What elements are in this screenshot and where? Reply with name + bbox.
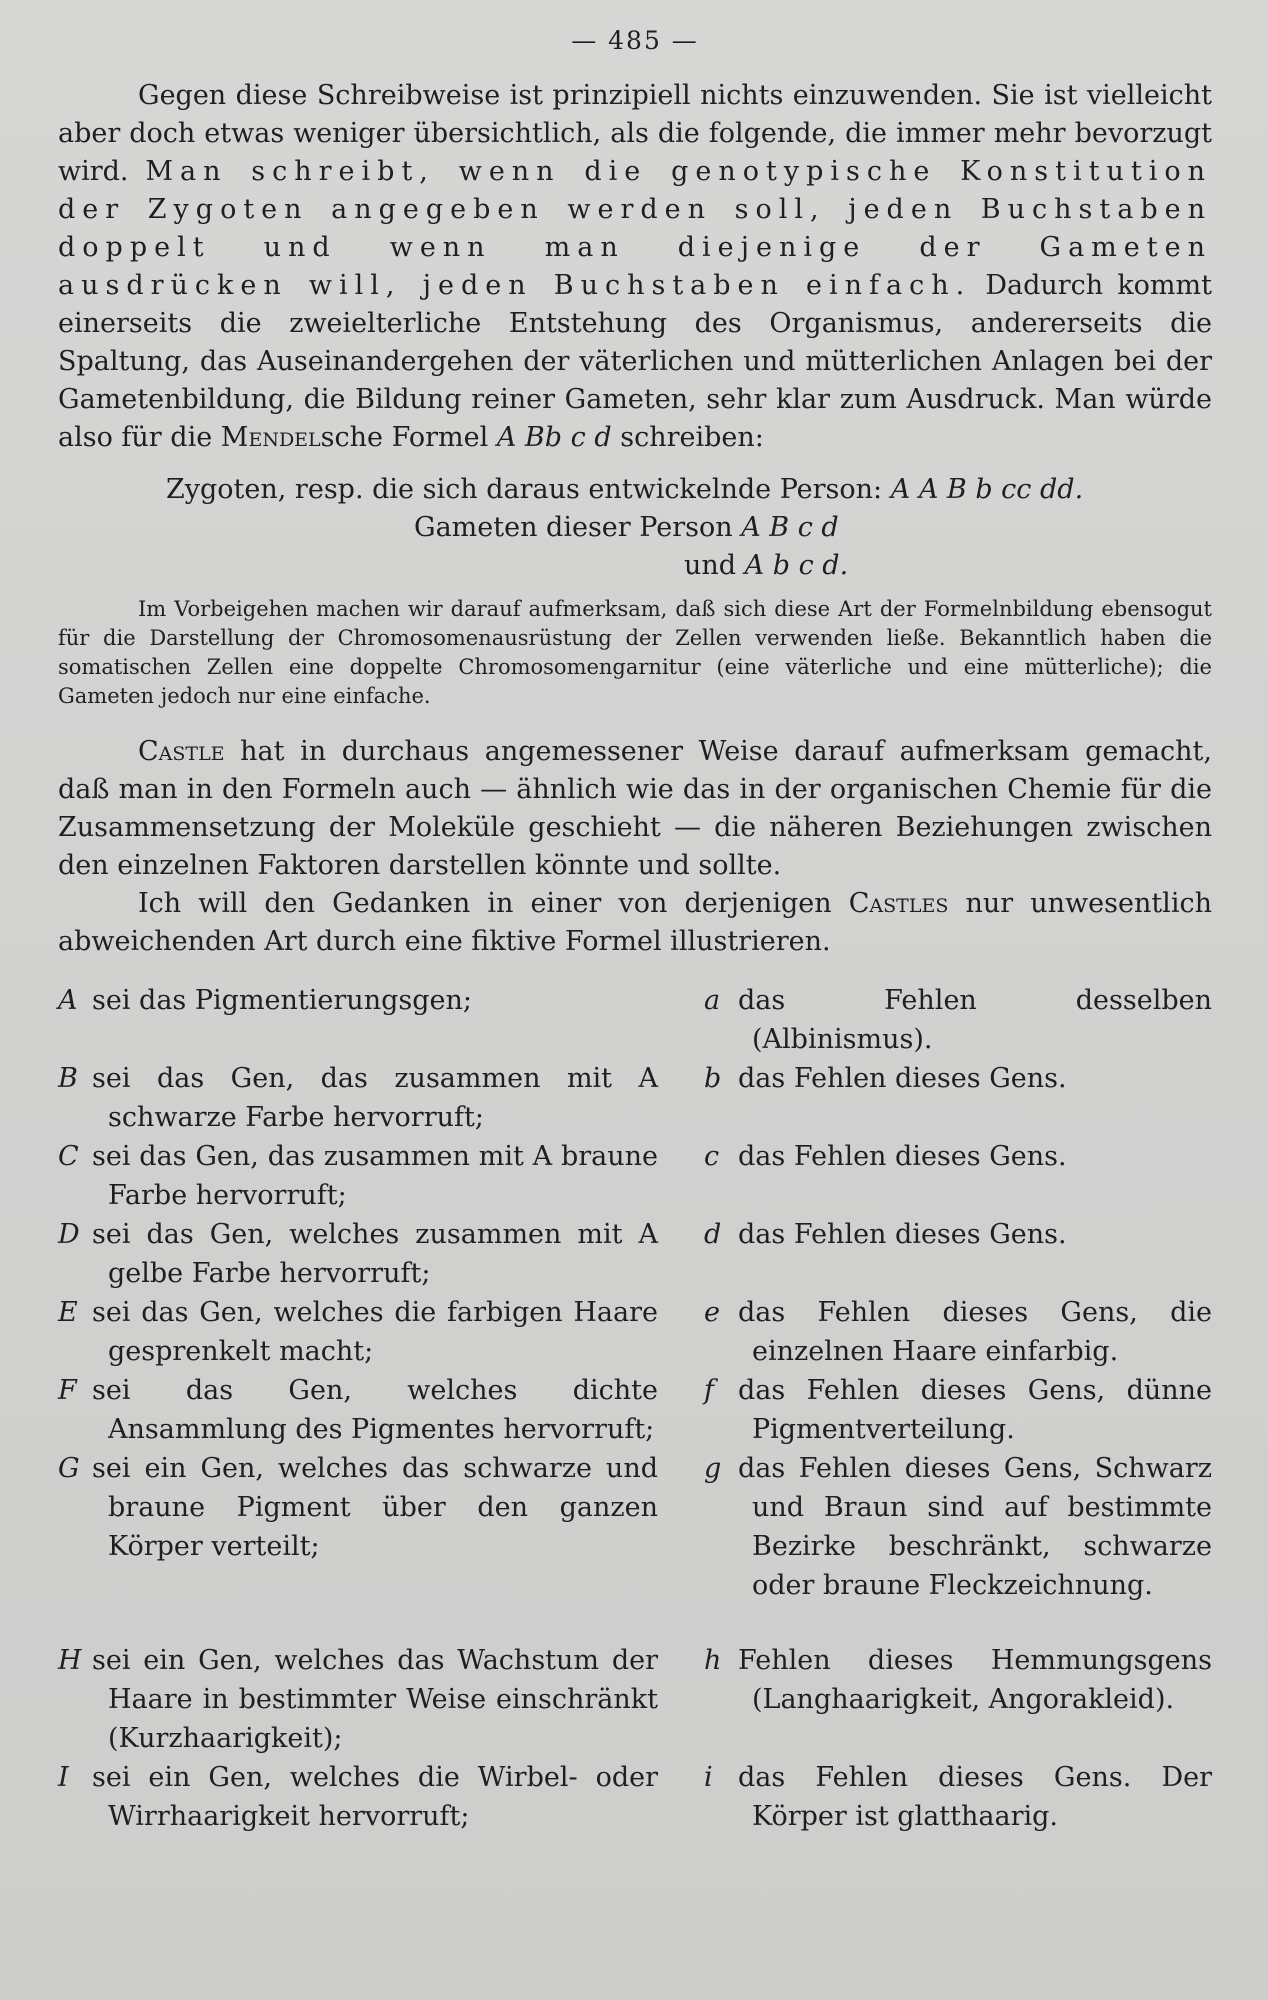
paragraph-illustrate	[58, 885, 1212, 961]
gene-letter: h	[704, 1645, 722, 1676]
formula-gametes-alt-value: A b c d.	[744, 550, 849, 581]
gene-dominant	[58, 1449, 658, 1605]
spaced-rule-text: Man schreibt, wenn die genotypische Konstitution der Zygoten angegeben werden soll, jeden Buchstaben doppelt und wenn man diejenige der Gameten ausdrücken will, jeden Buchstaben einfach.	[58, 156, 1212, 301]
formula-gametes-alt-label: und	[684, 550, 737, 581]
author-castles: Castles	[848, 888, 949, 919]
gene-row	[58, 981, 1212, 1059]
formula-zygotes-label: Zygoten, resp. die sich daraus entwickelnde Person:	[166, 474, 883, 505]
gene-description: das Fehlen dieses Gens.	[738, 1141, 1067, 1172]
gene-letter: H	[58, 1645, 82, 1676]
formula-gametes	[58, 509, 1212, 547]
gene-row	[58, 1641, 1212, 1758]
formula-gametes-label: Gameten dieser Person	[414, 512, 733, 543]
formula-gametes-value: A B c d	[741, 512, 839, 543]
paragraph-notation-end: schreiben:	[620, 422, 764, 453]
gene-description: sei ein Gen, welches das schwarze und braune Pigment über den ganzen Körper verteilt;	[92, 1453, 658, 1562]
gene-letter: f	[704, 1375, 714, 1406]
gene-description: sei das Gen, das zusammen mit A braune Farbe hervorruft;	[92, 1141, 658, 1211]
paragraph-illustrate-start: Ich will den Gedanken in einer von derjenigen	[138, 888, 832, 919]
gene-description: sei das Gen, das zusammen mit A schwarze Farbe hervorruft;	[92, 1063, 658, 1133]
gene-dominant	[58, 1137, 658, 1215]
gene-dominant	[58, 1758, 658, 1836]
gene-dominant	[58, 1371, 658, 1449]
paragraph-notation	[58, 77, 1212, 457]
gene-description: das Fehlen dieses Gens.	[738, 1219, 1067, 1250]
gene-description: sei ein Gen, welches die Wirbel- oder Wirrhaarigkeit hervorruft;	[92, 1762, 658, 1832]
paragraph-notation-body: Dadurch kommt einerseits die zweielterliche Entstehung des Organismus, andererseits die Spaltung, das Auseinandergehen der väterlichen und mütterlichen Anlagen bei der Gametenbildung, die Bildung reiner Gameten, sehr klar zum Ausdruck. Man würde also für die	[58, 270, 1212, 453]
gene-row	[58, 1059, 1212, 1137]
gene-dominant	[58, 1641, 658, 1758]
gene-recessive	[704, 1641, 1212, 1758]
gene-description: sei das Gen, welches dichte Ansammlung des Pigmentes hervorruft;	[92, 1375, 658, 1445]
gene-letter: A	[58, 985, 78, 1016]
mendel-formula: A Bb c d	[496, 422, 612, 453]
gene-recessive	[704, 1449, 1212, 1605]
gene-letter: G	[58, 1453, 80, 1484]
gene-letter: B	[58, 1063, 78, 1094]
gene-description: das Fehlen desselben (Albinismus).	[738, 985, 1212, 1055]
paragraph-castle	[58, 733, 1212, 885]
main-text-2	[58, 733, 1212, 961]
gene-letter: a	[704, 985, 721, 1016]
gene-letter: d	[704, 1219, 722, 1250]
gene-letter: F	[58, 1375, 77, 1406]
gene-dominant	[58, 1293, 658, 1371]
gene-description: das Fehlen dieses Gens. Der Körper ist glatthaarig.	[738, 1762, 1212, 1832]
gene-recessive	[704, 981, 1212, 1059]
gene-letter: C	[58, 1141, 79, 1172]
gene-row	[58, 1758, 1212, 1836]
gene-recessive	[704, 1293, 1212, 1371]
gene-letter: D	[58, 1219, 80, 1250]
gene-dominant	[58, 1059, 658, 1137]
gene-letter: c	[704, 1141, 720, 1172]
gene-letter: g	[704, 1453, 722, 1484]
gene-row	[58, 1293, 1212, 1371]
gene-description: sei ein Gen, welches das Wachstum der Haare in bestimmter Weise einschränkt (Kurzhaarigkeit);	[92, 1645, 658, 1754]
gene-letter: b	[704, 1063, 722, 1094]
author-castle: Castle	[138, 736, 225, 767]
gene-letter: E	[58, 1297, 78, 1328]
gene-letter: e	[704, 1297, 720, 1328]
paragraph-illustrate-end: nur unwesentlich abweichenden Art durch eine fiktive Formel illustrieren.	[58, 888, 1212, 957]
gene-row	[58, 1371, 1212, 1449]
gene-row	[58, 1215, 1212, 1293]
gene-recessive	[704, 1371, 1212, 1449]
paragraph-notation-formula-label: sche Formel	[320, 422, 489, 453]
gene-list	[58, 981, 1212, 1836]
gene-letter: i	[704, 1762, 713, 1793]
gene-description: das Fehlen dieses Gens, Schwarz und Braun sind auf bestimmte Bezirke beschränkt, schwarze oder braune Fleckzeichnung.	[738, 1453, 1212, 1601]
gene-recessive	[704, 1758, 1212, 1836]
gene-dominant	[58, 1215, 658, 1293]
footnote-remark	[58, 595, 1212, 711]
formula-zygotes-value: A A B b cc dd.	[890, 474, 1084, 505]
paragraph-notation-intro: Gegen diese Schreibweise ist prinzipiell nichts einzuwenden. Sie ist vielleicht aber doch etwas weniger übersichtlich, als die folgende, die immer mehr bevorzugt wird.	[58, 80, 1212, 187]
gene-description: das Fehlen dieses Gens, die einzelnen Haare einfarbig.	[738, 1297, 1212, 1367]
gene-recessive	[704, 1137, 1212, 1215]
author-mendel: Mendel	[220, 422, 321, 453]
gene-description: sei das Gen, welches zusammen mit A gelbe Farbe hervorruft;	[92, 1219, 658, 1289]
gene-letter: I	[58, 1762, 69, 1793]
gene-description: das Fehlen dieses Gens.	[738, 1063, 1067, 1094]
main-text	[58, 77, 1212, 457]
gene-row	[58, 1137, 1212, 1215]
gene-dominant	[58, 981, 658, 1059]
gene-description: sei das Pigmentierungsgen;	[92, 985, 472, 1016]
remark-text: Im Vorbeigehen machen wir darauf aufmerksam, daß sich diese Art der Formelnbildung ebensogut für die Darstellung der Chromosomenausrüstung der Zellen verwenden ließe. Bekanntlich haben die somatischen Zellen eine doppelte Chromosomengarnitur (eine väterliche und eine mütterliche); die Gameten jedoch nur eine einfache.	[58, 597, 1212, 708]
formula-gametes-alt	[58, 547, 1212, 585]
gene-recessive	[704, 1059, 1212, 1137]
paragraph-castle-text: hat in durchaus angemessener Weise darauf aufmerksam gemacht, daß man in den Formeln auch — ähnlich wie das in der organischen Chemie für die Zusammensetzung der Moleküle geschieht — die näheren Beziehungen zwischen den einzelnen Faktoren darstellen könnte und sollte.	[58, 736, 1212, 881]
gene-recessive	[704, 1215, 1212, 1293]
gene-description: das Fehlen dieses Gens, dünne Pigmentverteilung.	[738, 1375, 1212, 1445]
gene-description: Fehlen dieses Hemmungsgens (Langhaarigkeit, Angorakleid).	[738, 1645, 1212, 1715]
formula-zygotes	[58, 471, 1212, 509]
formula-block	[58, 471, 1212, 585]
gene-description: sei das Gen, welches die farbigen Haare gesprenkelt macht;	[92, 1297, 658, 1367]
page-number: — 485 —	[571, 26, 699, 55]
gene-row	[58, 1449, 1212, 1605]
